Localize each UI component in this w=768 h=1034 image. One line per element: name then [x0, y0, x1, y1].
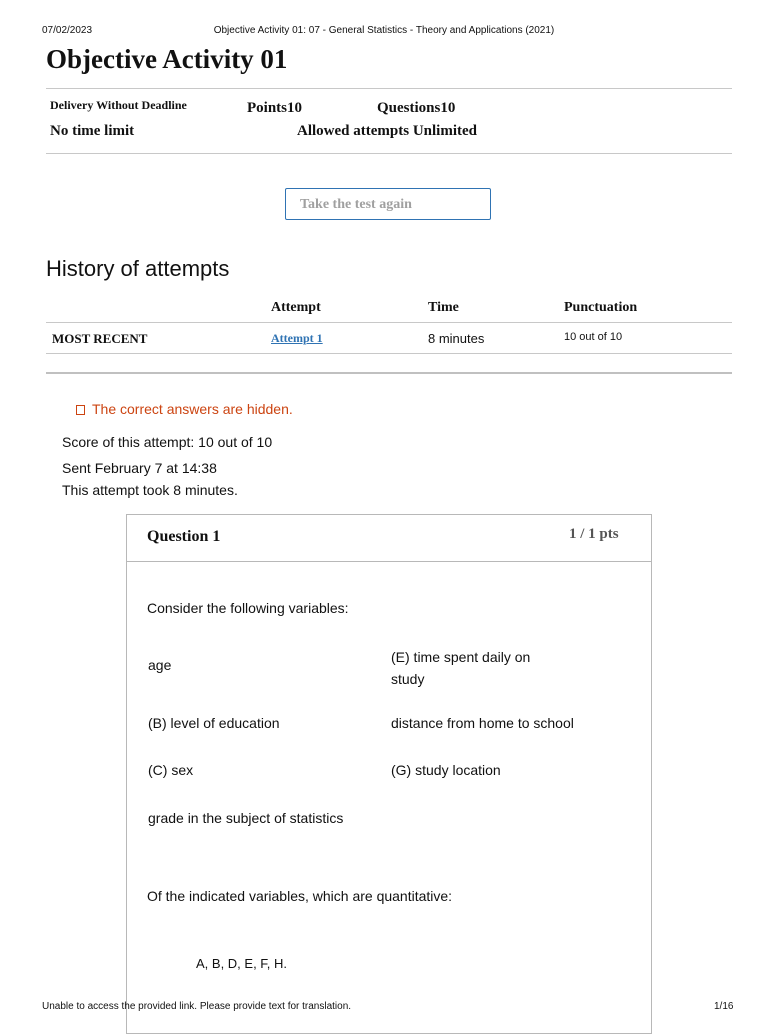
attempt-duration: This attempt took 8 minutes. [62, 482, 238, 498]
print-date: 07/02/2023 [42, 25, 93, 36]
variable-item: grade in the subject of statistics [148, 810, 344, 826]
variable-item: (B) level of education [148, 715, 280, 731]
attempt-sent-date: Sent February 7 at 14:38 [62, 460, 217, 476]
column-header-punctuation: Punctuation [564, 300, 638, 315]
question-title: Question 1 [147, 528, 221, 545]
attempt-score-summary: Score of this attempt: 10 out of 10 [62, 434, 273, 450]
question-intro: Consider the following variables: [147, 600, 349, 616]
question-points: 1 / 1 pts [569, 526, 619, 542]
answer-option[interactable]: A, B, D, E, F, H. [196, 956, 288, 971]
take-test-again-button[interactable]: Take the test again [285, 188, 491, 220]
variable-item: distance from home to school [391, 715, 574, 731]
question-prompt: Of the indicated variables, which are quantitative: [147, 888, 453, 904]
divider [46, 88, 732, 89]
variable-item: (G) study location [391, 762, 501, 778]
section-divider [46, 372, 732, 374]
points-info: Points10 [247, 100, 303, 116]
attempt-time: 8 minutes [428, 331, 485, 346]
hidden-answers-notice [76, 401, 293, 417]
attempts-info: Allowed attempts Unlimited [297, 123, 477, 139]
attempt-score: 10 out of 10 [564, 331, 623, 343]
notice-text: The correct answers are hidden. [92, 401, 293, 417]
info-icon [76, 405, 85, 415]
table-divider [46, 322, 732, 323]
print-document-title: Objective Activity 01: 07 - General Statistics - Theory and Applications (2021) [213, 25, 555, 36]
divider [46, 153, 732, 154]
row-label-most-recent: MOST RECENT [52, 331, 148, 346]
variable-item: age [148, 657, 172, 673]
print-footer-note: Unable to access the provided link. Please provide text for translation. [42, 1001, 352, 1012]
delivery-info: Delivery Without Deadline [50, 98, 187, 112]
page-title: Objective Activity 01 [46, 44, 288, 74]
variable-item: (E) time spent daily on study [391, 649, 531, 687]
history-heading: History of attempts [46, 256, 230, 281]
time-limit-info: No time limit [50, 123, 135, 139]
variable-item: (C) sex [148, 762, 194, 778]
column-header-attempt: Attempt [271, 300, 321, 315]
table-divider [46, 353, 732, 354]
column-header-time: Time [428, 300, 459, 315]
attempt-link[interactable]: Attempt 1 [271, 331, 323, 345]
page-number: 1/16 [714, 1001, 734, 1012]
questions-info: Questions10 [377, 100, 456, 116]
